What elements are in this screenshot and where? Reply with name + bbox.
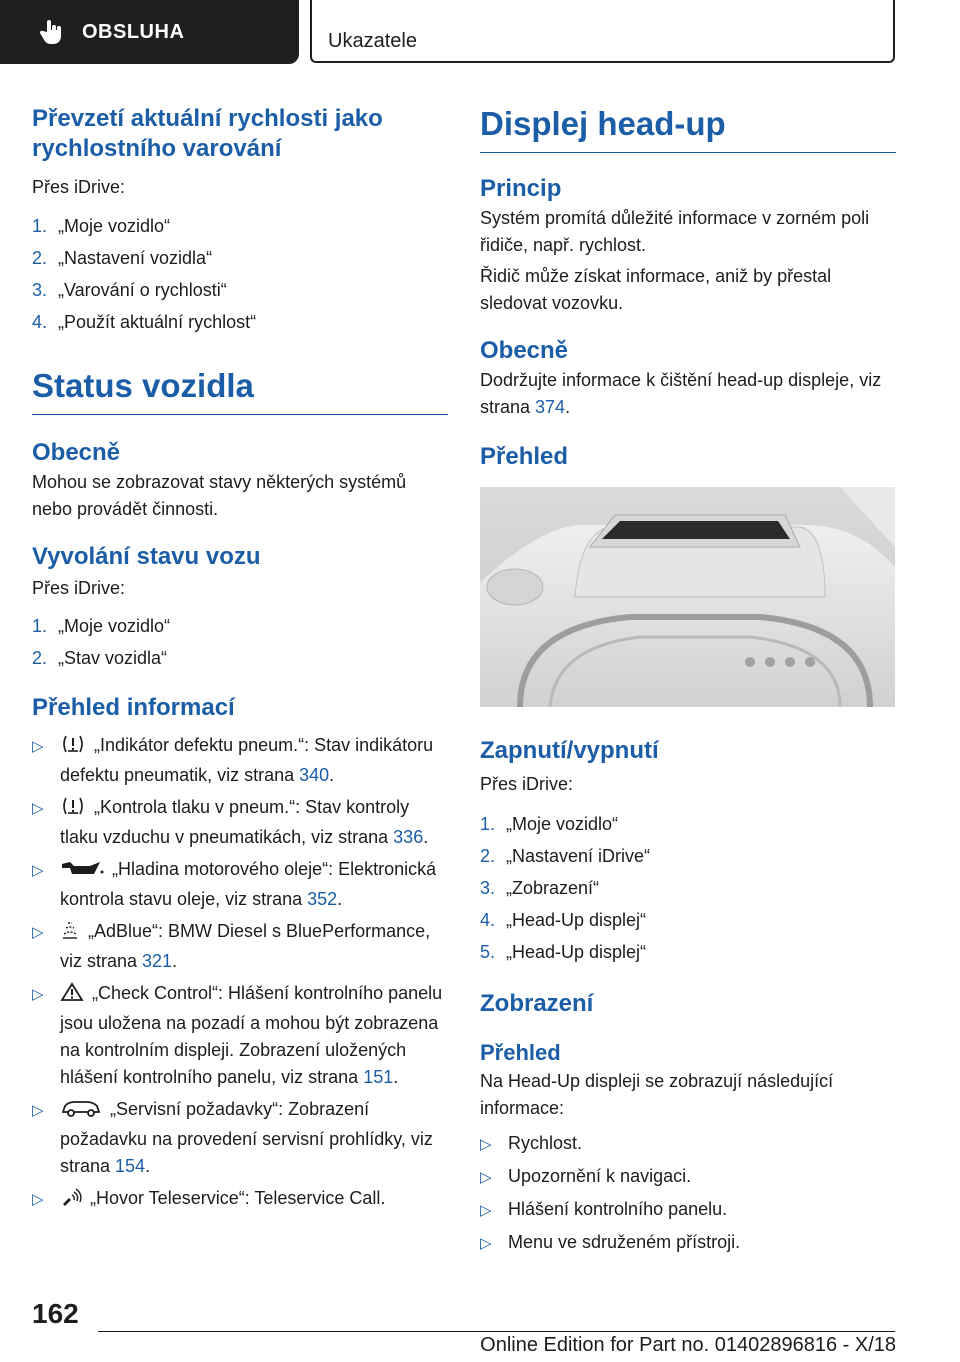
step-item — [32, 242, 448, 274]
info-list — [32, 732, 448, 1215]
step-number: 2. — [32, 648, 48, 668]
step-text: „Nastavení iDrive“ — [506, 846, 651, 866]
heading-on-off: Zapnutí/vypnutí — [480, 737, 659, 764]
page-link[interactable]: 374 — [535, 397, 566, 417]
intro-text: Přes iDrive: — [32, 177, 126, 197]
step-number: 1. — [480, 814, 496, 834]
info-item — [32, 980, 448, 1091]
info-item-text — [60, 732, 448, 789]
step-number: 2. — [32, 248, 48, 268]
info-item — [32, 1185, 448, 1215]
step-item — [32, 306, 448, 338]
info-item-text — [60, 856, 448, 913]
step-text: „Varování o rychlosti“ — [58, 280, 227, 300]
bullet-triangle-icon: ▷ — [32, 1102, 44, 1119]
page-link[interactable]: 151 — [363, 1067, 394, 1087]
info-item — [32, 1096, 448, 1180]
heading-call-status: Vyvolání stavu vozu — [32, 543, 261, 570]
list-item — [480, 1196, 896, 1224]
step-item — [480, 904, 896, 936]
item-description: „AdBlue“: BMW Diesel s BluePerformance, viz strana — [60, 921, 431, 971]
bullet-triangle-icon: ▷ — [480, 1235, 492, 1252]
principle-text-1: Systém promítá důležité informace v zorném poli řidiče, např. rychlost. — [480, 208, 870, 255]
chapter-label: Ukazatele — [328, 30, 417, 52]
list-item — [480, 1163, 896, 1191]
page-link[interactable]: 154 — [115, 1156, 146, 1176]
punctuation: . — [337, 889, 343, 909]
step-item — [32, 642, 448, 674]
overview-text: Na Head-Up displeji se zobrazují následující informace: — [480, 1071, 834, 1118]
step-number: 2. — [480, 846, 496, 866]
principle-text-2: Řidič může získat informace, aniž by přestal sledovat vozovku. — [480, 266, 832, 313]
heading-speed-warning: Převzetí aktuální rychlosti jako rychlostního varování — [32, 105, 383, 162]
item-description: „Hladina motorového oleje“: Elektronická kontrola stavu oleje, viz strana — [60, 859, 437, 909]
page-link[interactable]: 340 — [299, 765, 330, 785]
step-text: „Head-Up displej“ — [506, 942, 647, 962]
list-item-text: Upozornění k navigaci. — [508, 1166, 692, 1186]
hand-icon — [38, 18, 66, 46]
list-item-text: Rychlost. — [508, 1133, 583, 1153]
steps-list — [32, 210, 448, 338]
heading-vehicle-status: Status vozidla — [32, 366, 448, 415]
item-description: „Indikátor defektu pneum.“: Stav indikátoru defektu pneumatik, viz strana — [60, 735, 434, 785]
intro-text: Přes iDrive: — [480, 774, 574, 794]
right-column — [480, 104, 896, 1262]
heading-info-overview: Přehled informací — [32, 694, 235, 721]
section-tab — [0, 0, 299, 64]
punctuation: . — [423, 827, 429, 847]
step-number: 1. — [32, 616, 48, 636]
page-number: 162 — [32, 1298, 79, 1329]
step-number: 1. — [32, 216, 48, 236]
section-label: OBSLUHA — [82, 20, 185, 43]
step-item — [480, 936, 896, 968]
info-item-text — [60, 1096, 448, 1180]
step-text: „Moje vozidlo“ — [58, 216, 171, 236]
heading-general: Obecně — [480, 337, 569, 364]
page-link[interactable]: 336 — [393, 827, 424, 847]
heading-general: Obecně — [32, 439, 121, 466]
warning-triangle-icon — [60, 982, 84, 1010]
heading-overview: Přehled — [480, 443, 569, 470]
step-text: „Zobrazení“ — [506, 878, 600, 898]
step-text: „Stav vozidla“ — [58, 648, 168, 668]
info-item — [32, 918, 448, 975]
list-item — [480, 1130, 896, 1158]
step-text: „Head-Up displej“ — [506, 910, 647, 930]
heading-principle: Princip — [480, 175, 562, 202]
bullet-triangle-icon: ▷ — [32, 738, 44, 755]
page-link[interactable]: 321 — [142, 951, 173, 971]
step-item — [480, 808, 896, 840]
step-item — [480, 872, 896, 904]
bullet-triangle-icon: ▷ — [32, 924, 44, 941]
bullet-triangle-icon: ▷ — [32, 1191, 44, 1208]
info-item-text — [60, 980, 448, 1091]
bullet-triangle-icon: ▷ — [32, 862, 44, 879]
punctuation: . — [145, 1156, 151, 1176]
step-number: 3. — [32, 280, 48, 300]
footer-rule — [98, 1331, 895, 1332]
list-item-text: Menu ve sdruženém přístroji. — [508, 1232, 741, 1252]
info-item — [32, 856, 448, 913]
step-text: „Moje vozidlo“ — [506, 814, 619, 834]
step-item — [32, 610, 448, 642]
general-text: Dodržujte informace k čištění head-up displeje, viz strana 374. — [480, 370, 882, 417]
heading-display: Zobrazení — [480, 990, 594, 1017]
step-number: 4. — [480, 910, 496, 930]
chapter-box — [310, 0, 895, 63]
tire-warning-icon — [60, 734, 86, 762]
punctuation: . — [329, 765, 335, 785]
page-link[interactable]: 352 — [307, 889, 338, 909]
tire-pressure-icon — [60, 796, 86, 824]
info-item — [32, 732, 448, 789]
phone-service-icon — [60, 1187, 82, 1215]
display-items-list — [480, 1130, 896, 1257]
step-number: 4. — [32, 312, 48, 332]
bullet-triangle-icon: ▷ — [480, 1136, 492, 1153]
bullet-triangle-icon: ▷ — [480, 1202, 492, 1219]
heading-overview-sub: Přehled — [480, 1040, 561, 1065]
step-item — [32, 274, 448, 306]
info-item — [32, 794, 448, 851]
item-description: „Kontrola tlaku v pneum.“: Stav kontroly tlaku vzduchu v pneumatikách, viz strana — [60, 797, 410, 847]
bullet-triangle-icon: ▷ — [480, 1169, 492, 1186]
item-description: „Servisní požadavky“: Zobrazení požadavku na provedení servisní prohlídky, viz strana — [60, 1099, 433, 1176]
info-item-text — [60, 1185, 448, 1215]
item-description: „Check Control“: Hlášení kontrolního panelu jsou uložena na pozadí a mohou být zobrazena na kontrolním displeji. Zobrazení uložených hlášení kontrolního panelu, viz strana — [60, 983, 443, 1087]
oil-can-icon — [60, 858, 104, 886]
step-number: 5. — [480, 942, 496, 962]
step-item — [32, 210, 448, 242]
steps-list — [32, 610, 448, 674]
info-item-text — [60, 918, 448, 975]
left-column — [32, 104, 448, 1220]
general-text: Mohou se zobrazovat stavy některých systémů nebo provádět činnosti. — [32, 472, 407, 519]
step-text: „Nastavení vozidla“ — [58, 248, 213, 268]
bullet-triangle-icon: ▷ — [32, 986, 44, 1003]
list-item — [480, 1229, 896, 1257]
bullet-triangle-icon: ▷ — [32, 800, 44, 817]
steps-list — [480, 808, 896, 968]
intro-text: Přes iDrive: — [32, 578, 126, 598]
punctuation: . — [172, 951, 178, 971]
adblue-icon — [60, 920, 80, 948]
list-item-text: Hlášení kontrolního panelu. — [508, 1199, 728, 1219]
service-car-icon — [60, 1098, 102, 1126]
step-item — [480, 840, 896, 872]
item-description: „Hovor Teleservice“: Teleservice Call. — [90, 1188, 386, 1208]
edition-text: Online Edition for Part no. 01402896816 - X/18 — [480, 1334, 896, 1356]
punctuation: . — [393, 1067, 399, 1087]
step-text: „Použít aktuální rychlost“ — [58, 312, 257, 332]
headup-display-photo — [480, 487, 895, 707]
heading-headup-display: Displej head-up — [480, 104, 896, 153]
step-text: „Moje vozidlo“ — [58, 616, 171, 636]
step-number: 3. — [480, 878, 496, 898]
info-item-text — [60, 794, 448, 851]
